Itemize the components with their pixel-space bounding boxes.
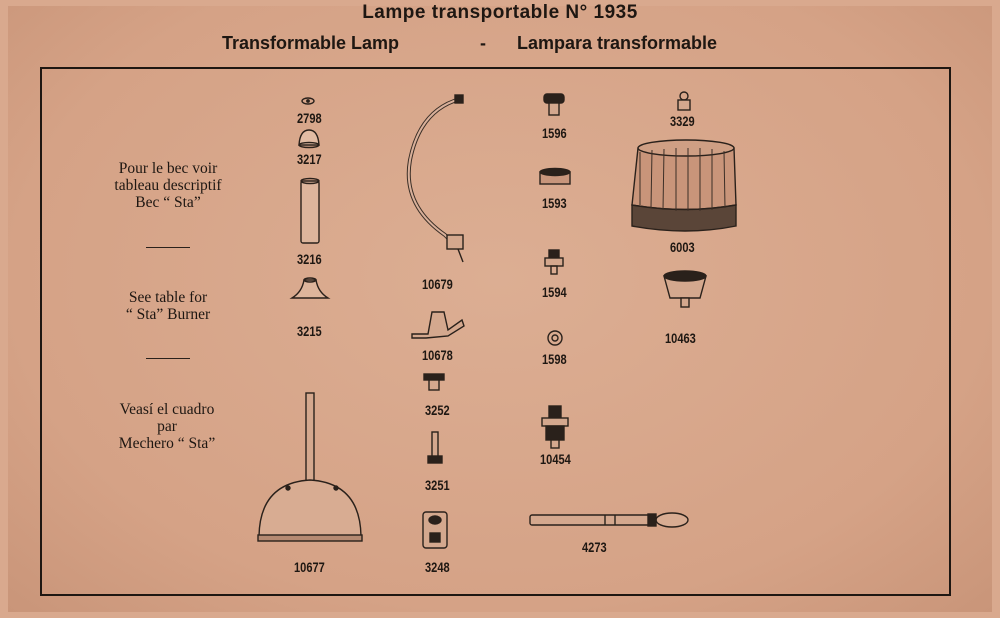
nut-icon bbox=[424, 374, 444, 390]
collar-icon bbox=[423, 512, 447, 548]
clip-icon bbox=[412, 312, 464, 338]
page-title-spanish: Lampara transformable bbox=[517, 33, 718, 53]
cone-icon bbox=[292, 278, 328, 298]
cap-icon bbox=[299, 130, 319, 148]
part-number: 6003 bbox=[670, 240, 695, 255]
part-number: 3251 bbox=[425, 478, 450, 493]
page-title-english: Transformable Lamp bbox=[222, 33, 400, 53]
title-separator: - bbox=[480, 33, 486, 53]
knob-icon bbox=[544, 94, 564, 115]
burner-cup-icon bbox=[664, 271, 706, 307]
washer-icon bbox=[548, 331, 562, 345]
note-spanish: Veasí el cuadro par Mechero “ Sta” bbox=[118, 401, 216, 452]
part-number: 1598 bbox=[542, 352, 567, 367]
note-french: Pour le bec voir tableau descriptif Bec “ Sta” bbox=[114, 160, 222, 211]
part-number: 1594 bbox=[542, 285, 567, 300]
part-number: 10454 bbox=[540, 452, 571, 467]
part-number: 3216 bbox=[297, 252, 322, 267]
part-number: 10679 bbox=[422, 277, 453, 292]
note-english: See table for “ Sta” Burner bbox=[125, 289, 211, 323]
ring-icon bbox=[540, 169, 570, 185]
pump-icon bbox=[530, 513, 688, 527]
part-number: 10677 bbox=[294, 560, 325, 575]
hook-icon bbox=[678, 92, 690, 110]
part-number: 10678 bbox=[422, 348, 453, 363]
valve-icon bbox=[545, 250, 563, 274]
regulator-icon bbox=[542, 406, 568, 448]
part-number: 1593 bbox=[542, 196, 567, 211]
page-title-french: Lampe transportable N° 1935 bbox=[362, 2, 638, 23]
arm-icon bbox=[409, 95, 463, 262]
reflector-icon bbox=[258, 393, 362, 541]
screw-icon bbox=[428, 432, 442, 463]
part-number: 3252 bbox=[425, 403, 450, 418]
part-number: 2798 bbox=[297, 111, 322, 126]
lampshade-icon bbox=[632, 140, 736, 231]
part-number: 3215 bbox=[297, 324, 322, 339]
part-number: 3217 bbox=[297, 152, 322, 167]
part-number: 1596 bbox=[542, 126, 567, 141]
part-number: 4273 bbox=[582, 540, 607, 555]
part-number: 10463 bbox=[665, 331, 696, 346]
part-number: 3248 bbox=[425, 560, 450, 575]
part-number: 3329 bbox=[670, 114, 695, 129]
washer-icon bbox=[302, 98, 314, 104]
tube-icon bbox=[301, 179, 319, 244]
